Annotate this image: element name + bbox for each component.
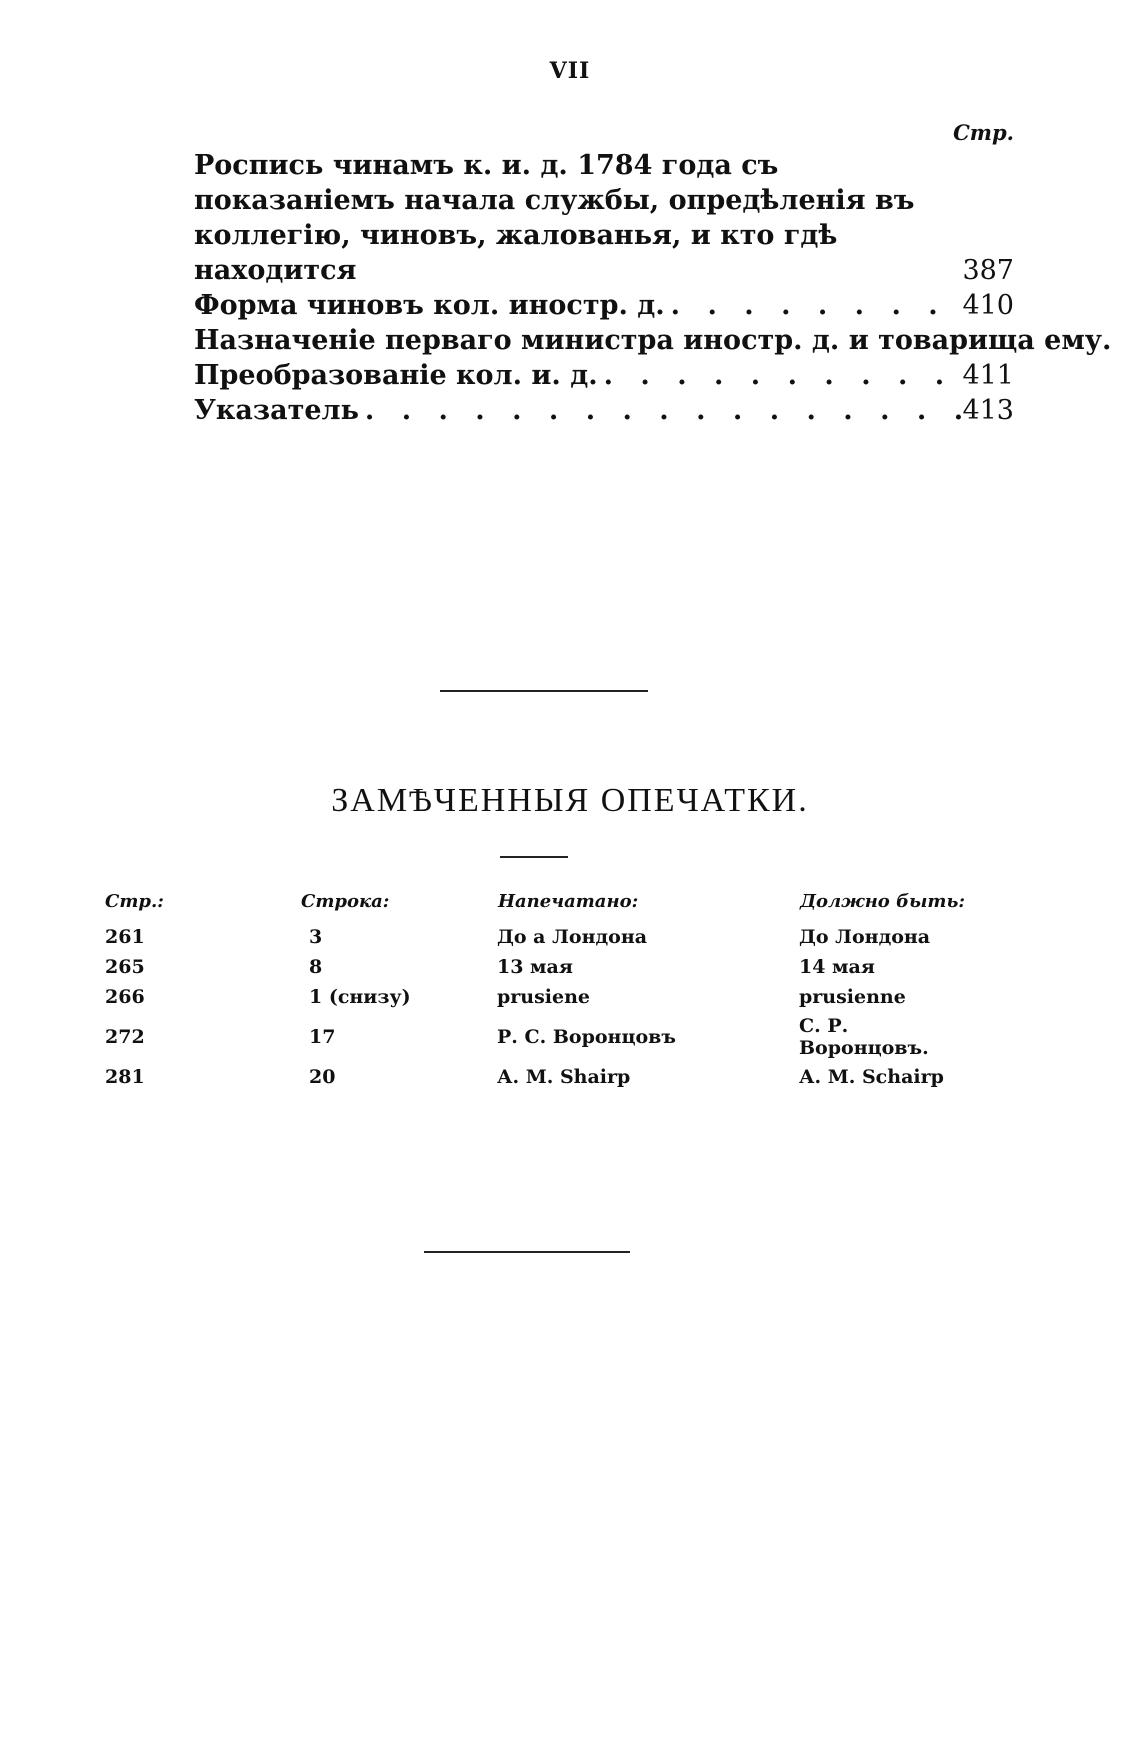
toc-entry-text: Преобразованіе кол. и. д.	[194, 360, 598, 391]
toc-entry-text: Форма чиновъ кол. иностр. д.	[194, 290, 665, 321]
divider-rule	[500, 856, 568, 858]
errata-title: ЗАМѢЧЕННЫЯ ОПЕЧАТКИ.	[331, 782, 809, 819]
errata-line: 8	[309, 956, 323, 978]
errata-page: 261	[105, 926, 145, 948]
toc-entry-page: 410	[962, 290, 1014, 321]
errata-correct: 14 мая	[799, 956, 875, 978]
errata-correct: А. М. Schairp	[799, 1066, 944, 1088]
header-page: Стр.:	[105, 891, 164, 912]
errata-line: 17	[309, 1026, 336, 1048]
header-correct: Должно быть:	[800, 891, 965, 912]
errata-printed: 13 мая	[497, 956, 573, 978]
toc-entry-text: Назначеніе перваго министра иностр. д. и товарища ему.	[194, 325, 1112, 356]
toc-entry	[194, 323, 1112, 358]
errata-line: 20	[309, 1066, 336, 1088]
errata-line: 3	[309, 926, 323, 948]
toc-leader-dots	[665, 288, 963, 323]
header-printed: Напечатано:	[498, 891, 639, 912]
errata-printed: А. М. Shairp	[497, 1066, 631, 1088]
toc-page-column-header: Стр.	[953, 120, 1014, 145]
divider-rule	[440, 690, 648, 692]
toc-leader-dots	[359, 393, 963, 428]
errata-correct: С. Р. Воронцовъ.	[799, 1015, 929, 1059]
errata-printed: До а Лондона	[497, 926, 648, 948]
page-number: VII	[549, 58, 591, 84]
errata-printed: Р. С. Воронцовъ	[497, 1026, 676, 1048]
errata-page: 265	[105, 956, 145, 978]
errata-printed: prusiene	[497, 986, 591, 1008]
table-row	[95, 982, 975, 1012]
errata-page: 281	[105, 1066, 145, 1088]
toc-entry-page: 411	[962, 360, 1014, 391]
toc-entry	[194, 393, 1014, 428]
toc-entry-page: 413	[962, 395, 1014, 426]
table-row	[95, 922, 975, 952]
errata-header-row	[95, 890, 975, 922]
errata-page: 272	[105, 1026, 145, 1048]
toc-entry	[194, 358, 1014, 393]
table-row	[95, 952, 975, 982]
table-of-contents	[194, 120, 1112, 428]
errata-correct: prusienne	[799, 986, 906, 1008]
errata-table	[95, 890, 975, 1092]
divider-rule	[424, 1251, 630, 1253]
toc-leader-dots	[598, 358, 963, 393]
table-row	[95, 1012, 975, 1062]
toc-entry-text: Роспись чинамъ к. и. д. 1784 года съ показаніемъ начала службы, опредѣленія въ коллегію, чиновъ, жалованья, и кто гдѣ находится	[194, 150, 915, 286]
errata-line: 1 (снизу)	[309, 986, 411, 1008]
toc-entry	[194, 148, 1014, 288]
toc-entry	[194, 288, 1014, 323]
table-row	[95, 1062, 975, 1092]
toc-entry-text: Указатель	[194, 395, 359, 426]
errata-page: 266	[105, 986, 145, 1008]
header-line: Строка:	[301, 891, 390, 912]
toc-entry-page: 387	[962, 255, 1014, 286]
errata-correct: До Лондона	[799, 926, 931, 948]
